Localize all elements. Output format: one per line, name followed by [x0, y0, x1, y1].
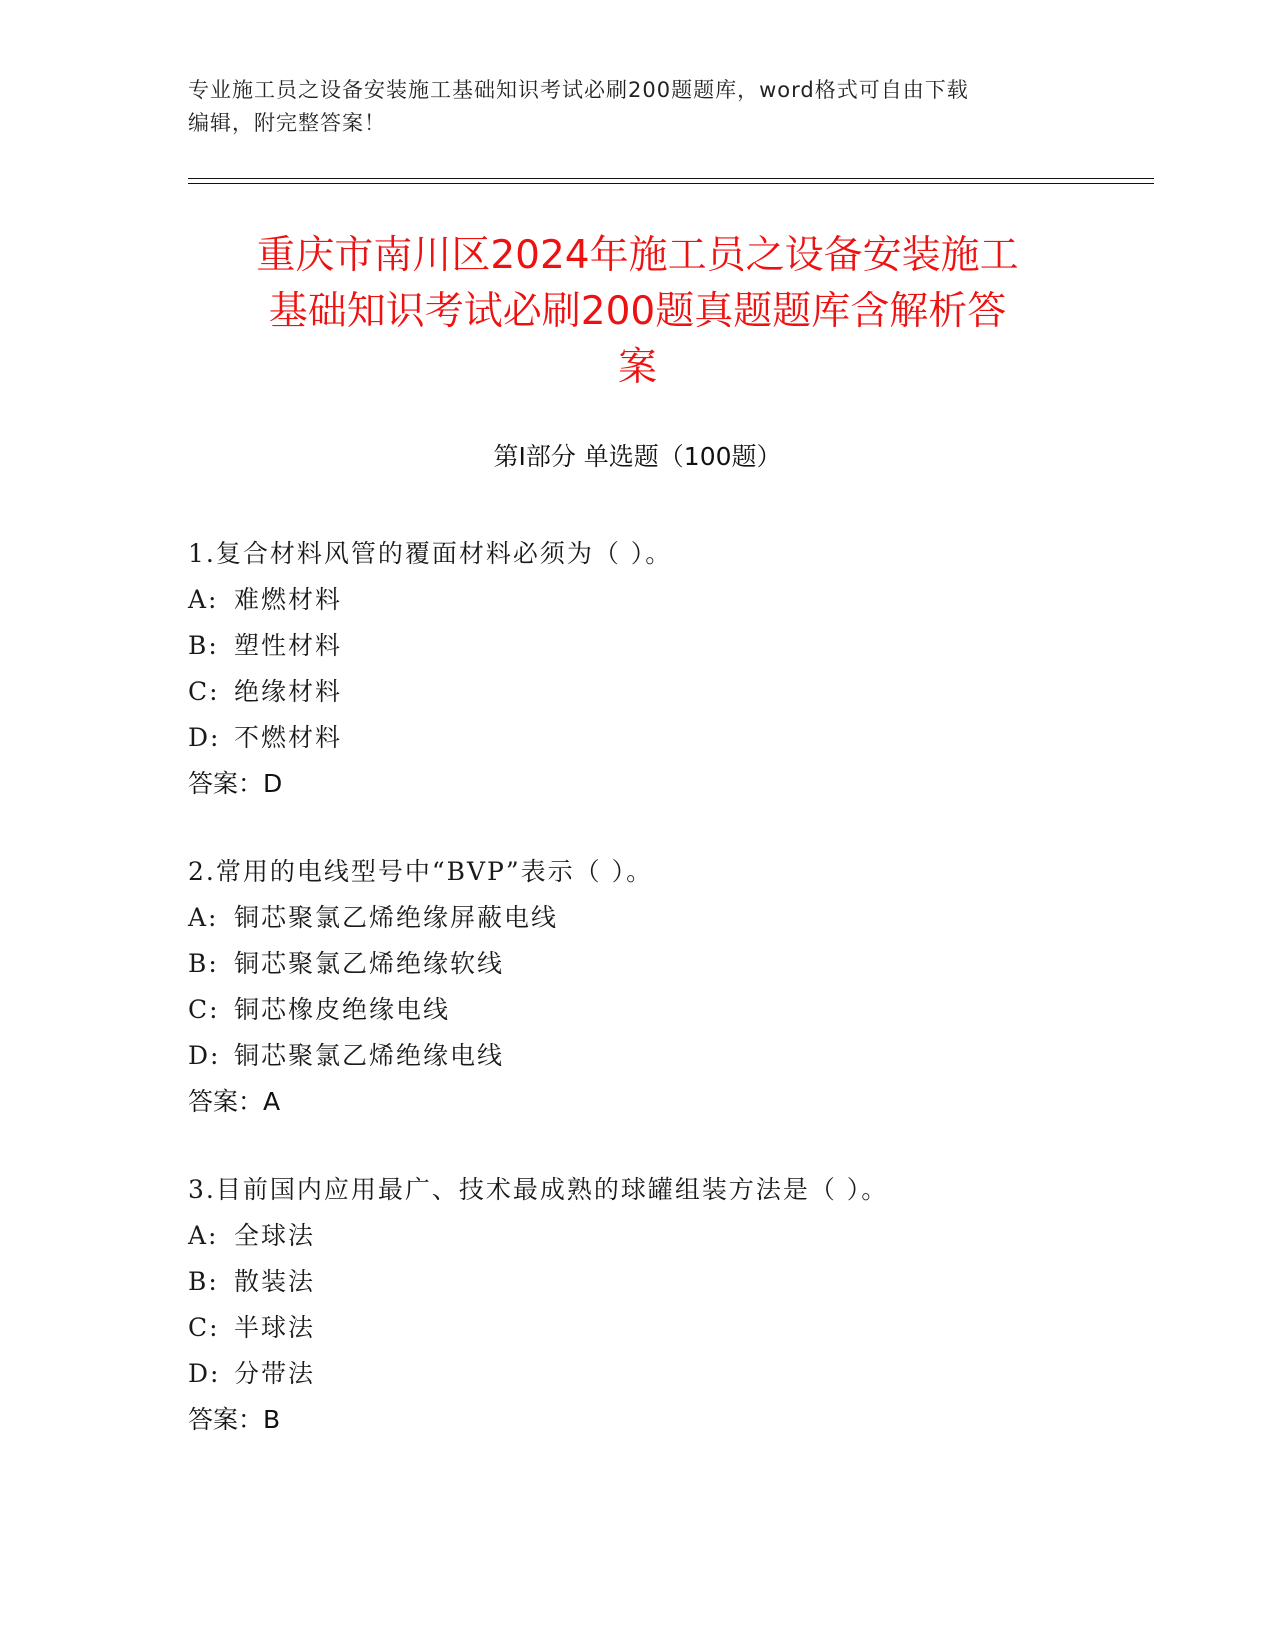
- option-label: B:: [188, 631, 219, 660]
- option-d: [188, 1351, 1148, 1397]
- option-a: [188, 1213, 1148, 1259]
- option-text: 绝缘材料: [234, 677, 343, 706]
- option-text: 难燃材料: [234, 585, 343, 614]
- answer: 答案：D: [188, 769, 283, 798]
- option-label: C:: [188, 677, 220, 706]
- option-label: D:: [188, 1041, 221, 1070]
- option-text: 铜芯聚氯乙烯绝缘软线: [234, 949, 505, 978]
- option-text: 分带法: [234, 1359, 316, 1388]
- question-item: [188, 1167, 1148, 1443]
- option-text: 不燃材料: [234, 723, 343, 752]
- document-title-line1: 重庆市南川区2024年施工员之设备安装施工: [256, 233, 1019, 278]
- option-text: 半球法: [234, 1313, 316, 1342]
- option-text: 铜芯聚氯乙烯绝缘电线: [234, 1041, 505, 1070]
- option-label: B:: [188, 949, 219, 978]
- question-list: [188, 531, 1148, 1485]
- header-divider-bottom: [188, 183, 1154, 184]
- header-note-line1: 专业施工员之设备安装施工基础知识考试必刷200题题库，word格式可自由下载: [188, 78, 969, 102]
- option-c: [188, 987, 1148, 1033]
- option-b: [188, 623, 1148, 669]
- question-stem: 1.复合材料风管的覆面材料必须为（ ）。: [188, 539, 673, 568]
- answer: 答案：B: [188, 1405, 281, 1434]
- option-b: [188, 941, 1148, 987]
- document-title: [160, 228, 1115, 396]
- option-d: [188, 1033, 1148, 1079]
- section-title: 第I部分 单选题（100题）: [493, 442, 782, 471]
- option-b: [188, 1259, 1148, 1305]
- question-item: [188, 531, 1148, 807]
- option-c: [188, 1305, 1148, 1351]
- option-label: C:: [188, 1313, 220, 1342]
- option-text: 铜芯聚氯乙烯绝缘屏蔽电线: [234, 903, 559, 932]
- header-note-line2: 编辑，附完整答案！: [188, 111, 386, 135]
- option-text: 铜芯橡皮绝缘电线: [234, 995, 451, 1024]
- question-stem: 2.常用的电线型号中“BVP”表示（ ）。: [188, 857, 654, 886]
- option-label: D:: [188, 1359, 221, 1388]
- option-label: C:: [188, 995, 220, 1024]
- option-text: 散装法: [234, 1267, 316, 1296]
- option-text: 全球法: [234, 1221, 316, 1250]
- answer: 答案：A: [188, 1087, 281, 1116]
- question-stem: 3.目前国内应用最广、技术最成熟的球罐组装方法是（ ）。: [188, 1175, 889, 1204]
- option-label: A:: [188, 903, 219, 932]
- option-a: [188, 577, 1148, 623]
- option-a: [188, 895, 1148, 941]
- document-title-line3: 案: [617, 345, 657, 390]
- document-title-line2: 基础知识考试必刷200题真题题库含解析答: [268, 289, 1007, 334]
- header-note: [188, 74, 1088, 140]
- option-label: A:: [188, 585, 219, 614]
- question-item: [188, 849, 1148, 1125]
- option-label: A:: [188, 1221, 219, 1250]
- option-label: D:: [188, 723, 221, 752]
- option-label: B:: [188, 1267, 219, 1296]
- option-c: [188, 669, 1148, 715]
- header-divider-top: [188, 178, 1154, 179]
- option-text: 塑性材料: [234, 631, 343, 660]
- option-d: [188, 715, 1148, 761]
